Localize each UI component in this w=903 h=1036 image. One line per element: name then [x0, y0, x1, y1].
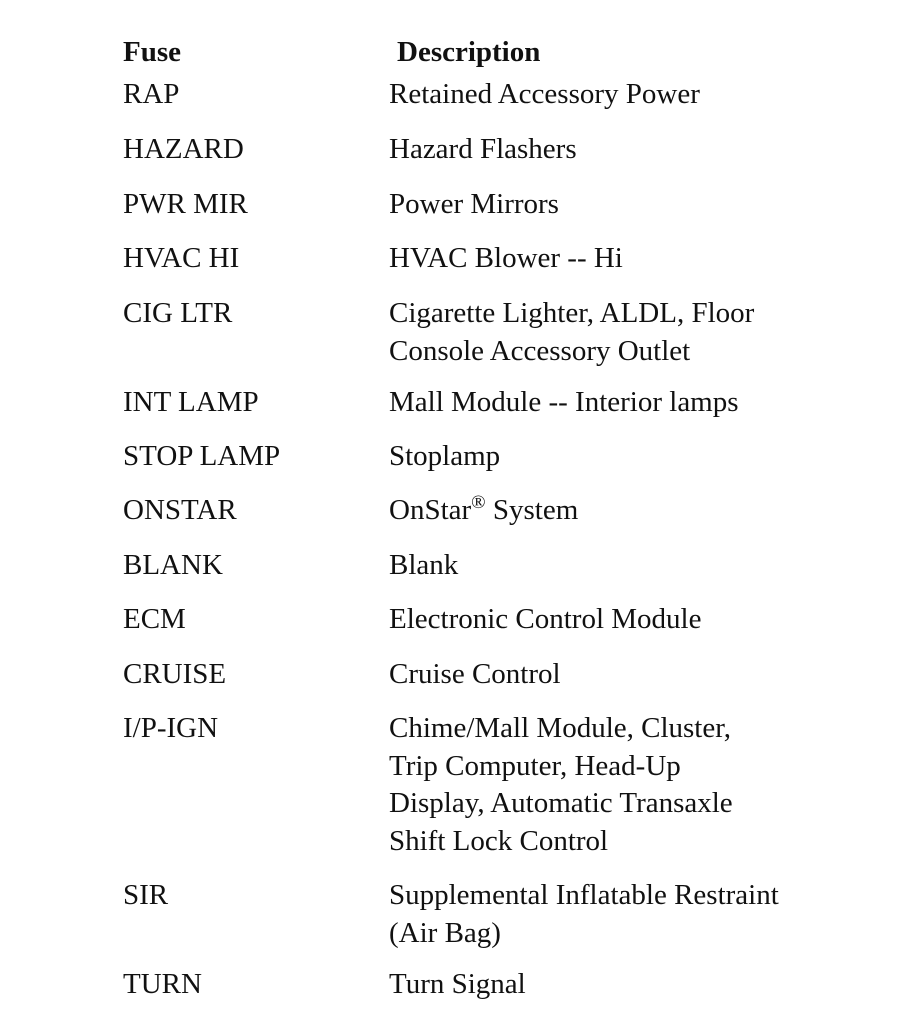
fuse-description — [389, 601, 863, 639]
fuse-column-header: Fuse — [123, 36, 181, 68]
fuse-description — [389, 656, 863, 694]
description-line: Hazard Flashers — [389, 133, 577, 165]
fuse-description — [389, 877, 863, 952]
description-line: Supplemental Inflatable Restraint — [389, 879, 779, 911]
table-row — [123, 966, 863, 1012]
fuse-name: HVAC HI — [123, 242, 240, 274]
table-row — [123, 240, 863, 295]
table-row — [123, 438, 863, 492]
fuse-description — [389, 295, 863, 370]
description-line: Cigarette Lighter, ALDL, Floor — [389, 297, 755, 329]
description-line: Electronic Control Module — [389, 603, 702, 635]
description-text-tail: System — [485, 494, 579, 526]
table-header — [123, 30, 863, 76]
fuse-name: SIR — [123, 879, 169, 911]
fuse-name: CIG LTR — [123, 297, 233, 329]
description-line: Blank — [389, 549, 459, 581]
description-line: Turn Signal — [389, 968, 526, 1000]
description-line: HVAC Blower -- Hi — [389, 242, 623, 274]
table-row — [123, 710, 863, 877]
description-line: Cruise Control — [389, 658, 561, 690]
description-line: Trip Computer, Head-Up — [389, 749, 681, 782]
fuse-name: I/P-IGN — [123, 712, 219, 744]
fuse-table — [123, 30, 863, 1012]
table-row — [123, 384, 863, 438]
table-row — [123, 76, 863, 131]
description-line: Chime/Mall Module, Cluster, — [389, 712, 731, 744]
description-line: Shift Lock Control — [389, 824, 609, 857]
fuse-description — [389, 492, 863, 530]
table-row — [123, 656, 863, 710]
fuse-description — [389, 710, 863, 860]
description-line: Retained Accessory Power — [389, 78, 700, 110]
description-line: Display, Automatic Transaxle — [389, 787, 733, 819]
fuse-name: BLANK — [123, 549, 223, 581]
fuse-name: STOP LAMP — [123, 440, 281, 472]
fuse-name: RAP — [123, 78, 180, 110]
fuse-name: ONSTAR — [123, 494, 237, 526]
description-line: (Air Bag) — [389, 916, 501, 949]
fuse-description — [389, 131, 863, 169]
fuse-description — [389, 186, 863, 224]
description-line: Power Mirrors — [389, 188, 559, 220]
fuse-name: CRUISE — [123, 658, 227, 690]
fuse-name: HAZARD — [123, 133, 244, 165]
table-row — [123, 295, 863, 384]
description-line: Stoplamp — [389, 440, 501, 472]
fuse-description — [389, 547, 863, 585]
registered-mark: ® — [471, 492, 486, 513]
fuse-description — [389, 384, 863, 422]
fuse-name: TURN — [123, 968, 202, 1000]
table-row — [123, 131, 863, 186]
table-row — [123, 601, 863, 656]
fuse-description — [389, 240, 863, 278]
description-line: Mall Module -- Interior lamps — [389, 386, 739, 418]
table-row — [123, 547, 863, 601]
description-text: OnStar — [389, 494, 472, 526]
fuse-name: PWR MIR — [123, 188, 248, 220]
fuse-description — [389, 966, 863, 1004]
fuse-description — [389, 438, 863, 476]
table-row — [123, 492, 863, 547]
fuse-name: ECM — [123, 603, 186, 635]
description-column-header: Description — [397, 36, 541, 68]
description-line: Console Accessory Outlet — [389, 334, 691, 367]
description-line — [389, 492, 863, 530]
table-row — [123, 877, 863, 966]
fuse-description — [389, 76, 863, 114]
fuse-name: INT LAMP — [123, 386, 259, 418]
table-row — [123, 186, 863, 240]
